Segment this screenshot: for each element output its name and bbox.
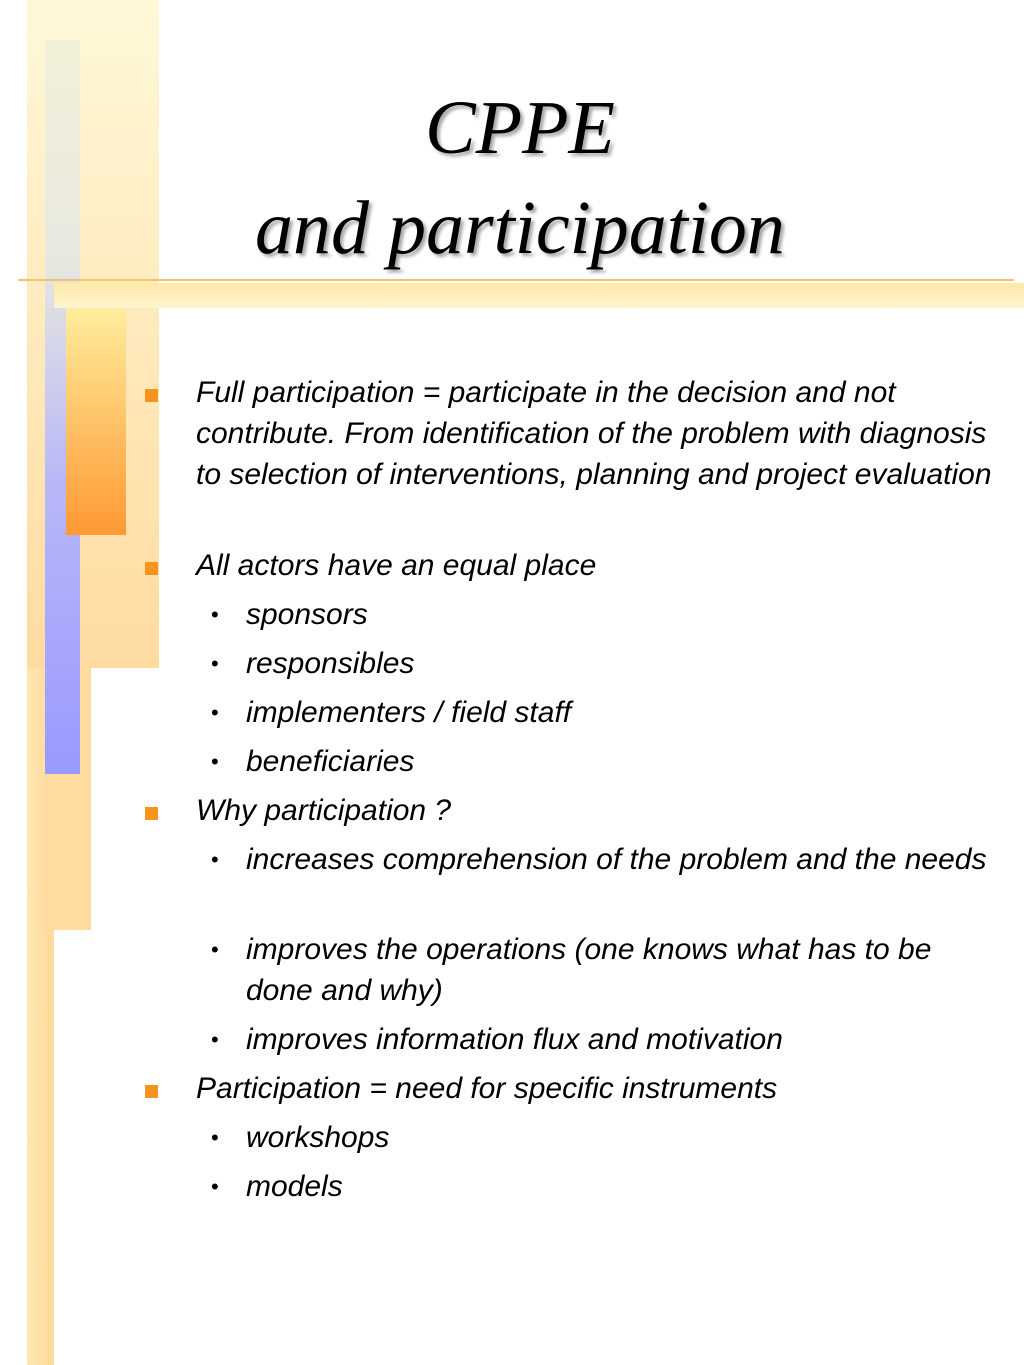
bullet-2-sub-1: sponsors — [246, 598, 368, 631]
sub-bullet-dot-icon: • — [211, 1027, 219, 1052]
bullet-1-text: Full participation = participate in the decision and not contribute. From identification of the problem with diagnosis to selection of interventions, planning and project evaluation — [196, 376, 992, 491]
bullet-4-sub-1: workshops — [246, 1121, 390, 1154]
sub-bullet-dot-icon: • — [211, 1125, 219, 1150]
bullet-4-sub-2: models — [246, 1170, 343, 1203]
sub-bullet-dot-icon: • — [211, 749, 219, 774]
bullet-square-icon — [145, 807, 158, 820]
bullet-square-icon — [145, 1085, 158, 1098]
bullet-2-sub-3: implementers / field staff — [246, 696, 572, 729]
bullet-3-sub-2: improves the operations (one knows what has to be done and why) — [246, 933, 932, 1007]
bullet-3-text: Why participation ? — [196, 794, 452, 827]
sub-bullet-dot-icon: • — [211, 602, 219, 627]
bullet-2-text: All actors have an equal place — [196, 549, 597, 582]
sub-bullet-dot-icon: • — [211, 700, 219, 725]
sub-bullet-dot-icon: • — [211, 847, 219, 872]
sub-bullet-dot-icon: • — [211, 937, 219, 962]
sub-bullet-dot-icon: • — [211, 1174, 219, 1199]
slide-title-line-1: CPPE — [425, 86, 615, 170]
sub-bullet-dot-icon: • — [211, 651, 219, 676]
bullet-square-icon — [145, 562, 158, 575]
bullet-4-text: Participation = need for specific instruments — [196, 1072, 778, 1105]
bullet-3-sub-3: improves information flux and motivation — [246, 1023, 783, 1056]
title-rule-band — [54, 283, 1024, 308]
bullet-3-sub-1: increases comprehension of the problem and the needs — [246, 843, 987, 876]
bullet-2-sub-4: beneficiaries — [246, 745, 415, 778]
title-rule-thin — [18, 279, 1014, 281]
slide-title-line-2: and participation — [255, 186, 785, 270]
bullet-square-icon — [145, 389, 158, 402]
bullet-2-sub-2: responsibles — [246, 647, 415, 680]
decor-bar-orange — [66, 300, 126, 535]
